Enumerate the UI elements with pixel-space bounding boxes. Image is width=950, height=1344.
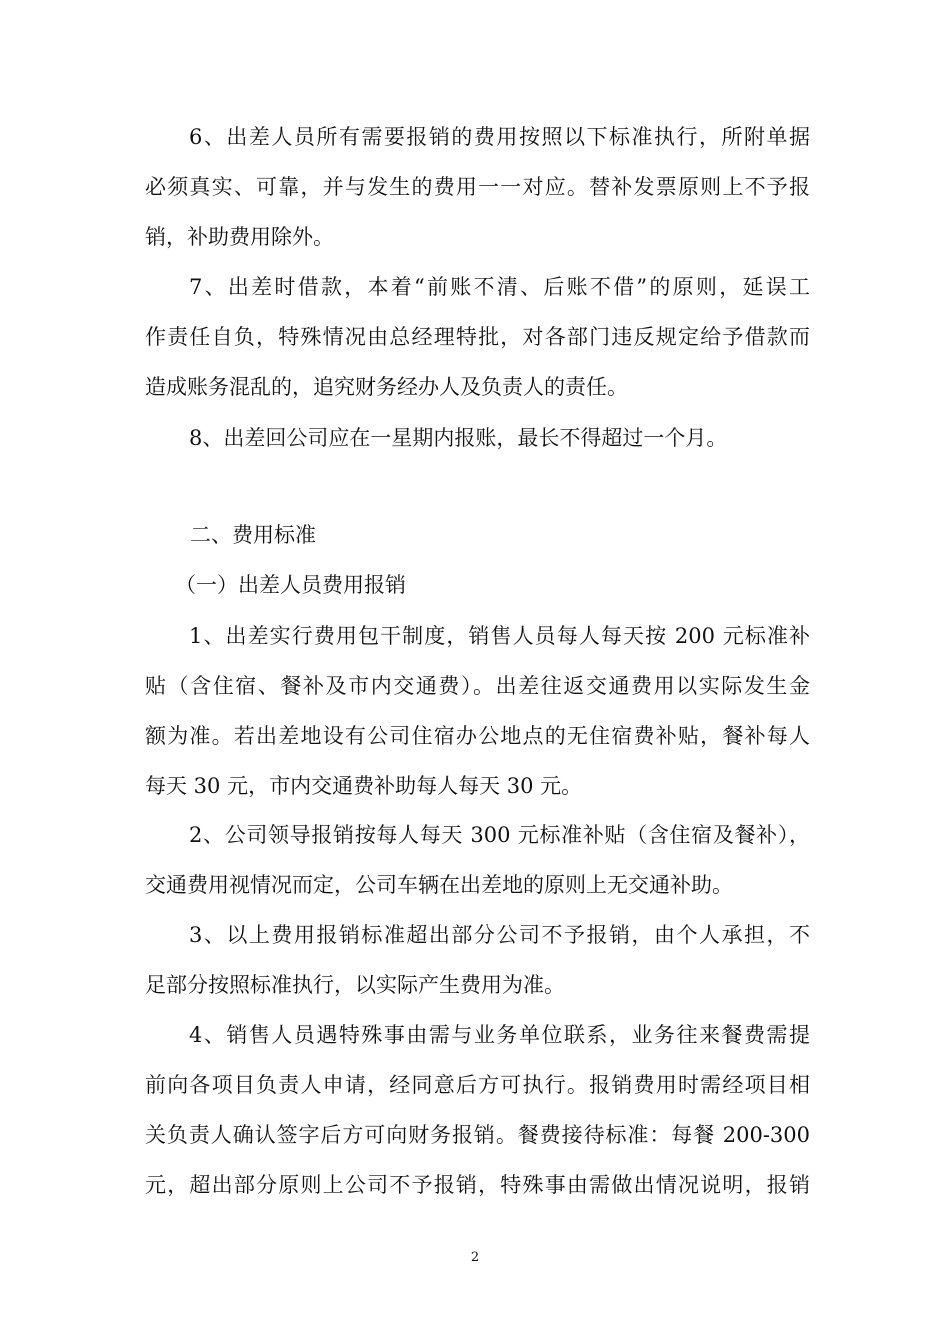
item-4-line-3: 关负责人确认签字后方可向财务报销。餐费接待标准：每餐 200-300 (145, 1123, 810, 1147)
item-1-line-1: 1、出差实行费用包干制度，销售人员每人每天按 200 元标准补 (189, 624, 810, 648)
page-number: 2 (470, 1250, 480, 1265)
paragraph-8-line-1: 8、出差回公司应在一星期内报账，最长不得超过一个月。 (189, 426, 728, 450)
paragraph-7-line-1: 7、出差时借款，本着“前账不清、后账不借”的原则，延误工 (189, 275, 810, 299)
item-4-line-1: 4、销售人员遇特殊事由需与业务单位联系，业务往来餐费需提 (189, 1023, 810, 1047)
item-4-line-4: 元，超出部分原则上公司不予报销，特殊事由需做出情况说明，报销 (145, 1173, 810, 1197)
paragraph-7-line-3: 造成账务混乱的，追究财务经办人及负责人的责任。 (145, 375, 628, 399)
paragraph-6-line-1: 6、出差人员所有需要报销的费用按照以下标准执行，所附单据 (189, 125, 810, 149)
paragraph-7-line-2: 作责任自负，特殊情况由总经理特批，对各部门违反规定给予借款而 (145, 325, 810, 349)
item-3-line-1: 3、以上费用报销标准超出部分公司不予报销，由个人承担，不 (189, 923, 810, 947)
paragraph-6-line-3: 销，补助费用除外。 (145, 225, 334, 249)
section-heading: 二、费用标准 (190, 523, 316, 547)
item-1-line-3: 额为准。若出差地设有公司住宿办公地点的无住宿费补贴，餐补每人 (145, 724, 810, 748)
item-2-line-2: 交通费用视情况而定，公司车辆在出差地的原则上无交通补助。 (145, 873, 733, 897)
item-4-line-2: 前向各项目负责人申请，经同意后方可执行。报销费用时需经项目相 (145, 1073, 810, 1097)
item-1-line-2: 贴（含住宿、餐补及市内交通费）。出差往返交通费用以实际发生金 (145, 674, 810, 698)
item-1-line-4: 每天 30 元，市内交通费补助每人每天 30 元。 (145, 774, 583, 798)
paragraph-6-line-2: 必须真实、可靠，并与发生的费用一一对应。替补发票原则上不予报 (145, 175, 810, 199)
subsection-heading: （一）出差人员费用报销 (175, 573, 406, 597)
item-2-line-1: 2、公司领导报销按每人每天 300 元标准补贴（含住宿及餐补）， (189, 823, 810, 847)
item-3-line-2: 足部分按照标准执行，以实际产生费用为准。 (145, 973, 565, 997)
